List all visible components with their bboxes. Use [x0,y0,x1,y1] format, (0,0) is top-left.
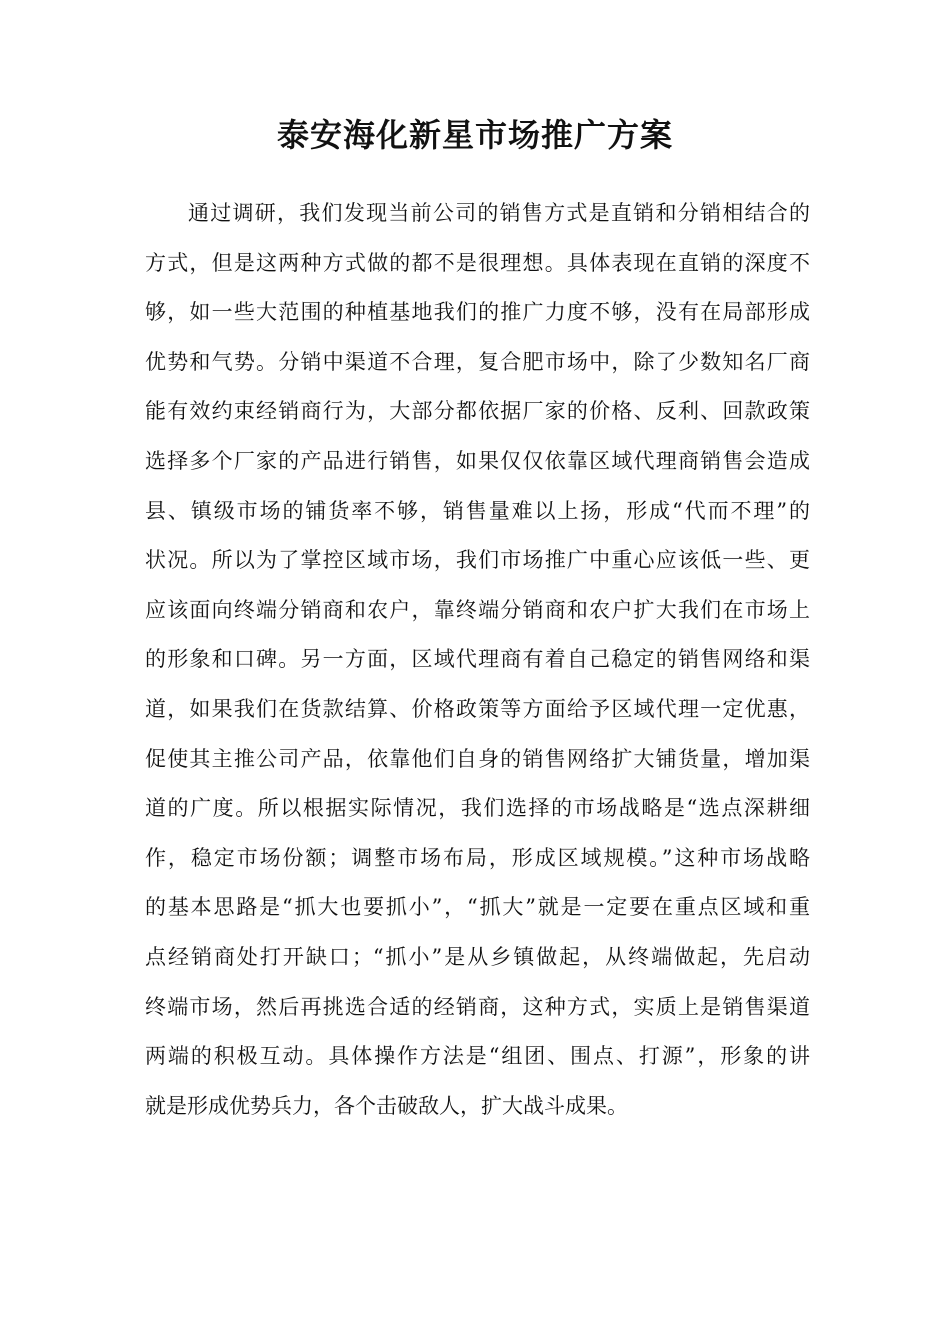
paragraph-line: 点经销商处打开缺口；“抓小”是从乡镇做起，从终端做起，先启动 [145,944,810,969]
document-title: 泰安海化新星市场推广方案 [276,116,673,154]
paragraph-line: 优势和气势。分销中渠道不合理，复合肥市场中，除了少数知名厂商 [145,349,810,374]
paragraph-line: 状况。所以为了掌控区域市场，我们市场推广中重心应该低一些、更 [145,548,810,573]
paragraph-line: 方式，但是这两种方式做的都不是很理想。具体表现在直销的深度不 [145,250,810,275]
paragraph-line: 通过调研，我们发现当前公司的销售方式是直销和分销相结合的 [188,201,810,225]
paragraph-line: 道，如果我们在货款结算、价格政策等方面给予区域代理一定优惠， [145,696,810,721]
paragraph-line: 道的广度。所以根据实际情况，我们选择的市场战略是“选点深耕细 [145,796,810,821]
paragraph-line: 应该面向终端分销商和农户，靠终端分销商和农户扩大我们在市场上 [145,597,810,622]
paragraph-line: 的形象和口碑。另一方面，区域代理商有着自己稳定的销售网络和渠 [145,647,810,672]
paragraph-line: 县、镇级市场的铺货率不够，销售量难以上扬，形成“代而不理”的 [145,498,810,523]
paragraph-line: 作，稳定市场份额；调整市场布局，形成区域规模。”这种市场战略 [145,845,810,870]
paragraph-line: 就是形成优势兵力，各个击破敌人，扩大战斗成果。 [145,1093,628,1118]
paragraph-line: 选择多个厂家的产品进行销售，如果仅仅依靠区域代理商销售会造成 [145,448,810,473]
paragraph-line: 够，如一些大范围的种植基地我们的推广力度不够，没有在局部形成 [145,300,810,325]
paragraph-line: 能有效约束经销商行为，大部分都依据厂家的价格、反利、回款政策 [145,399,810,424]
document-body [145,189,810,1131]
paragraph-line: 的基本思路是“抓大也要抓小”，“抓大”就是一定要在重点区域和重 [145,895,810,920]
paragraph-line: 终端市场，然后再挑选合适的经销商，这种方式，实质上是销售渠道 [145,994,810,1019]
paragraph-line: 两端的积极互动。具体操作方法是“组团、围点、打源”，形象的讲 [145,1044,810,1069]
paragraph-line: 促使其主推公司产品，依靠他们自身的销售网络扩大铺货量，增加渠 [145,746,810,771]
